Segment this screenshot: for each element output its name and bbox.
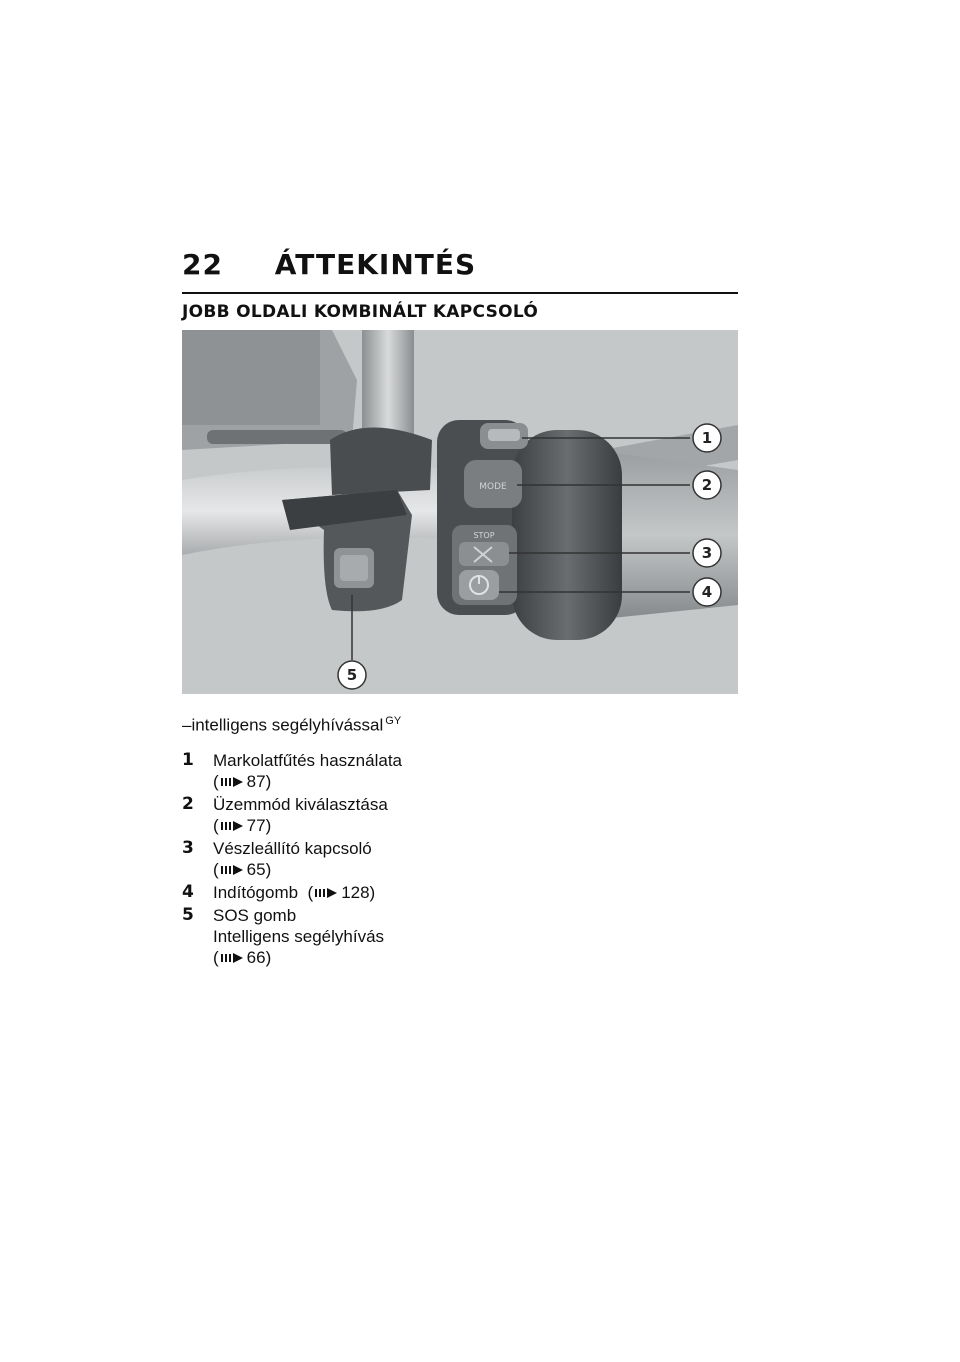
callout-4-number: 4 <box>701 583 713 601</box>
handlebar-switch-photo <box>182 330 738 694</box>
callout-2-number: 2 <box>701 476 713 494</box>
variant-note <box>182 715 401 736</box>
page-reference-arrow-icon <box>221 864 243 876</box>
legend-number: 3 <box>182 838 194 858</box>
page-reference-arrow-icon <box>221 820 243 832</box>
section-title: JOBB OLDALI KOMBINÁLT KAPCSOLÓ <box>182 302 539 322</box>
legend-item <box>182 882 482 903</box>
legend-item <box>182 750 482 792</box>
page-reference: 87) <box>246 772 272 791</box>
legend-list <box>182 750 482 970</box>
legend-text: Intelligens segélyhívás <box>213 927 385 946</box>
mode-button-label: MODE <box>479 482 507 492</box>
page-reference-link[interactable]: ( 66) <box>213 948 272 967</box>
page-reference: 66) <box>246 948 272 967</box>
legend-text: SOS gomb <box>213 906 297 925</box>
legend-item <box>182 794 482 836</box>
header-rule <box>182 292 738 294</box>
legend-text: Vészleállító kapcsoló <box>213 839 372 858</box>
page-reference: 77) <box>246 816 272 835</box>
page-reference-link[interactable]: ( 65) <box>213 860 272 879</box>
page-reference-arrow-icon <box>221 952 243 964</box>
page-reference-arrow-icon <box>315 887 337 899</box>
page-reference-arrow-icon <box>221 776 243 788</box>
variant-superscript: GY <box>385 715 402 727</box>
legend-text: Markolatfűtés használata <box>213 751 402 770</box>
legend-number: 1 <box>182 750 194 770</box>
page-reference: 128) <box>341 883 376 902</box>
legend-number: 2 <box>182 794 194 814</box>
variant-note-text: –intelligens segélyhívással <box>182 715 384 735</box>
legend-number: 4 <box>182 882 194 902</box>
legend-number: 5 <box>182 905 194 925</box>
page-reference-link[interactable]: ( 128) <box>307 883 376 902</box>
legend-text: Üzemmód kiválasztása <box>213 795 388 814</box>
legend-text: Indítógomb <box>213 883 299 902</box>
page-reference-link[interactable]: ( 87) <box>213 772 272 791</box>
stop-switch-label: STOP <box>473 531 495 540</box>
legend-item <box>182 905 482 968</box>
legend-item <box>182 838 482 880</box>
chapter-title: ÁTTEKINTÉS <box>274 248 477 281</box>
page-header <box>182 248 476 281</box>
callout-3-number: 3 <box>701 544 713 562</box>
page-reference-link[interactable]: ( 77) <box>213 816 272 835</box>
callout-5-number: 5 <box>346 666 358 684</box>
page-reference: 65) <box>246 860 272 879</box>
callout-1-number: 1 <box>701 429 713 447</box>
page-number: 22 <box>182 248 223 281</box>
